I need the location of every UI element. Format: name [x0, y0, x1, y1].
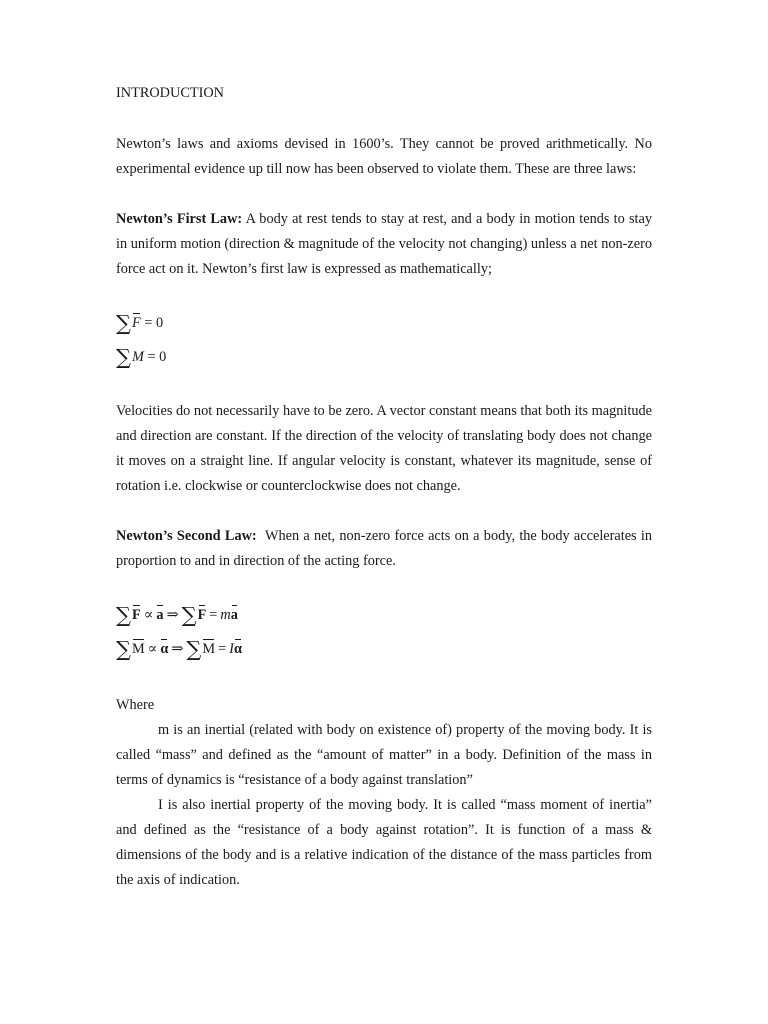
sigma-symbol: ∑ — [116, 345, 131, 369]
eq-alpha-vector: α — [160, 641, 169, 657]
implies-symbol: ⇒ — [166, 607, 179, 623]
intro-line-2: experimental evidence up till now has been observed to violate them. These are three laws: — [116, 161, 637, 177]
velocities-line-1: Velocities do not necessarily have to be zero. A vector constant means that both its magnitude — [116, 403, 652, 419]
eq-rhs: = 0 — [144, 315, 164, 331]
eq-symbol-f: F — [132, 315, 141, 331]
eq-inertia: I — [229, 641, 234, 657]
inertia-def-line-2: and defined as the “resistance of a body against rotation”. It is function of a mass & — [116, 822, 652, 838]
sigma-symbol: ∑ — [186, 637, 202, 661]
eq-symbol-m: M — [132, 349, 144, 365]
velocities-line-2: and direction are constant. If the direction of the velocity of translating body does not change — [116, 428, 652, 444]
second-law-text: When a net, non-zero force acts on a body, the body accelerates in — [265, 528, 653, 544]
first-law-line-1 — [116, 210, 652, 228]
eq-a-vector: a — [230, 607, 238, 623]
first-law-line-2: in uniform motion (direction & magnitude of the velocity not changing) unless a net non-zero — [116, 236, 653, 252]
heading: INTRODUCTION — [116, 85, 225, 101]
equation-force — [116, 605, 238, 625]
sigma-symbol: ∑ — [181, 603, 197, 627]
proportional-symbol: ∝ — [147, 641, 158, 657]
eq-mass: m — [220, 607, 231, 623]
where-label: Where — [116, 697, 155, 713]
second-law-line-1 — [116, 527, 652, 545]
eq-rhs: = 0 — [147, 349, 167, 365]
mass-def-line-3: terms of dynamics is “resistance of a body against translation” — [116, 772, 473, 788]
sigma-symbol: ∑ — [116, 311, 131, 335]
inertia-def-line-3: dimensions of the body and is a relative indication of the distance of the mass particles from — [116, 847, 652, 863]
second-law-line-2: proportion to and in direction of the acting force. — [116, 553, 396, 569]
inertia-def-line-1: I is also inertial property of the moving body. It is called “mass moment of inertia” — [158, 797, 652, 813]
sigma-symbol: ∑ — [116, 637, 131, 661]
proportional-symbol: ∝ — [143, 607, 154, 623]
sigma-symbol: ∑ — [116, 603, 131, 627]
first-law-label: Newton’s First Law: — [116, 211, 243, 227]
mass-def-line-1: m is an inertial (related with body on existence of) property of the moving body. It is — [158, 722, 652, 738]
intro-line-1: Newton’s laws and axioms devised in 1600’s. They cannot be proved arithmetically. No — [116, 136, 652, 152]
mass-def-line-2: called “mass” and defined as the “amount of matter” in a body. Definition of the mass in — [116, 747, 652, 763]
eq-alpha-vector: α — [233, 641, 242, 657]
equals-symbol: = — [218, 641, 227, 657]
velocities-line-3: it moves on a straight line. If angular velocity is constant, whatever its magnitude, sense of — [116, 453, 652, 469]
eq-a-vector: a — [156, 607, 164, 623]
second-law-label: Newton’s Second Law: — [116, 528, 257, 544]
eq-m-vector: M — [202, 641, 216, 657]
first-law-text: A body at rest tends to stay at rest, and a body in motion tends to stay — [245, 211, 652, 227]
first-law-line-3: force act on it. Newton’s first law is expressed as mathematically; — [116, 261, 492, 277]
eq-f-vector: F — [132, 607, 141, 623]
velocities-line-4: rotation i.e. clockwise or counterclockwise does not change. — [116, 478, 461, 494]
eq-f-vector: F — [197, 607, 207, 623]
inertia-def-line-4: the axis of indication. — [116, 872, 240, 888]
eq-m-vector: M — [132, 641, 145, 657]
implies-symbol: ⇒ — [171, 641, 184, 657]
equation-sum-m — [116, 347, 166, 367]
equation-sum-f — [116, 313, 163, 333]
equals-symbol: = — [209, 607, 218, 623]
equation-moment — [116, 639, 242, 659]
